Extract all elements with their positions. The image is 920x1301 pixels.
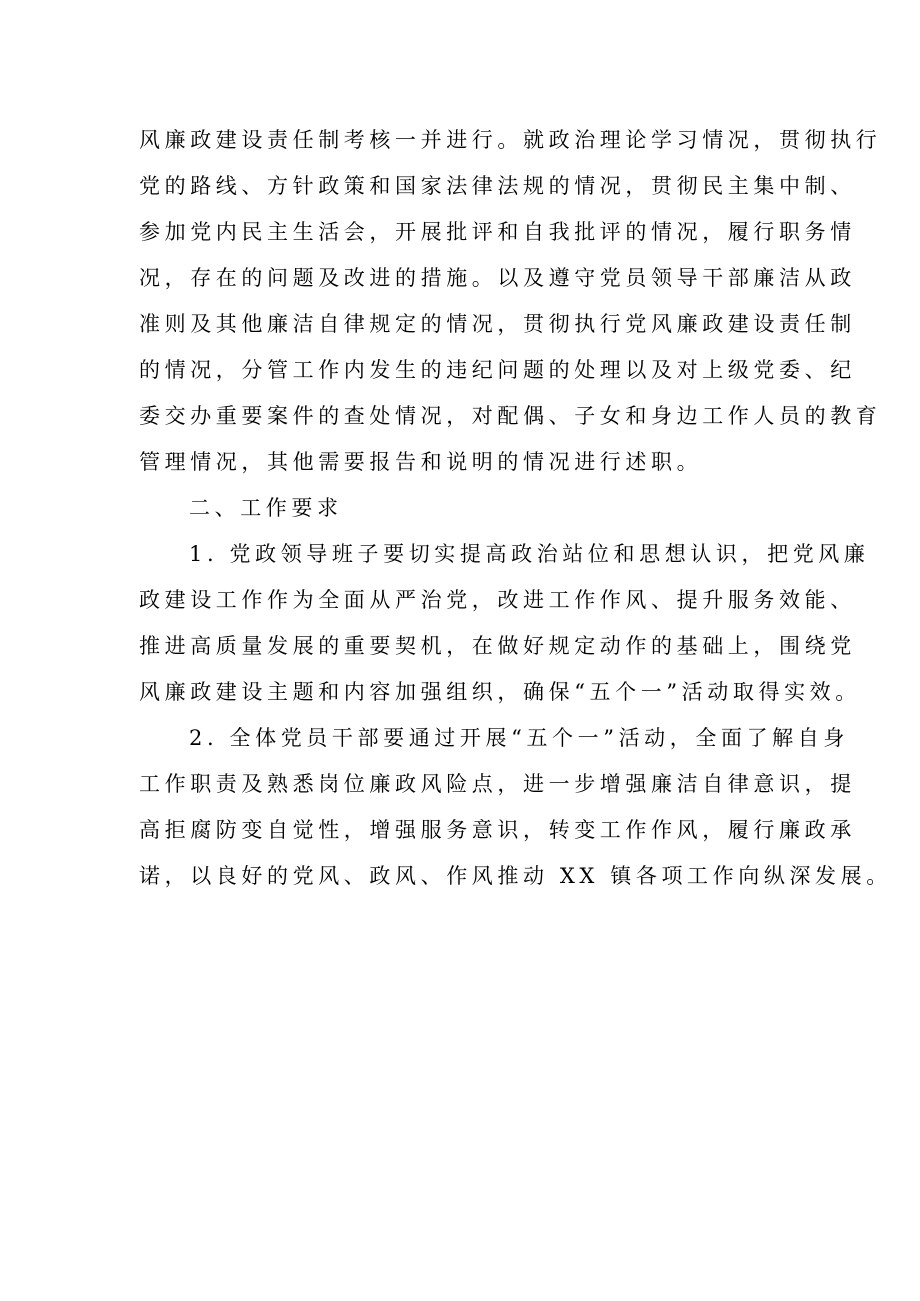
text-line: 政建设工作作为全面从严治党，改进工作作风、提升服务效能、 xyxy=(139,588,856,612)
text-line: 准则及其他廉洁自律规定的情况，贯彻执行党风廉政建设责任制 xyxy=(139,312,856,336)
paragraph-requirement-1 xyxy=(139,531,870,715)
text-line: 高拒腐防变自觉性，增强服务意识，转变工作作风，履行廉政承 xyxy=(139,818,856,842)
text-line: 风廉政建设主题和内容加强组织，确保“五个一”活动取得实效。 xyxy=(139,680,861,704)
text-line: 1. 党政领导班子要切实提高政治站位和思想认识，把党风廉 xyxy=(189,542,870,566)
document-body xyxy=(139,117,892,899)
paragraph-accountability-scope xyxy=(139,117,882,485)
text-line: 推进高质量发展的重要契机，在做好规定动作的基础上，围绕党 xyxy=(139,634,856,658)
text-line: 况，存在的问题及改进的措施。以及遵守党员领导干部廉洁从政 xyxy=(139,266,856,290)
text-line: 诺，以良好的党风、政风、作风推动 XX 镇各项工作向纵深发展。 xyxy=(139,864,892,888)
text-line: 2. 全体党员干部要通过开展“五个一”活动，全面了解自身 xyxy=(189,726,849,750)
text-line: 风廉政建设责任制考核一并进行。就政治理论学习情况，贯彻执行 xyxy=(139,128,882,152)
text-line: 党的路线、方针政策和国家法律法规的情况，贯彻民主集中制、 xyxy=(139,174,856,198)
heading-line: 二、工作要求 xyxy=(189,496,343,520)
text-line: 管理情况，其他需要报告和说明的情况进行述职。 xyxy=(139,450,703,474)
text-line: 工作职责及熟悉岗位廉政风险点，进一步增强廉洁自律意识，提 xyxy=(139,772,856,796)
section-heading-work-requirements xyxy=(139,485,799,531)
text-line: 委交办重要案件的查处情况，对配偶、子女和身边工作人员的教育 xyxy=(139,404,882,428)
paragraph-requirement-2 xyxy=(139,715,892,899)
text-line: 的情况，分管工作内发生的违纪问题的处理以及对上级党委、纪 xyxy=(139,358,856,382)
text-line: 参加党内民主生活会，开展批评和自我批评的情况，履行职务情 xyxy=(139,220,856,244)
